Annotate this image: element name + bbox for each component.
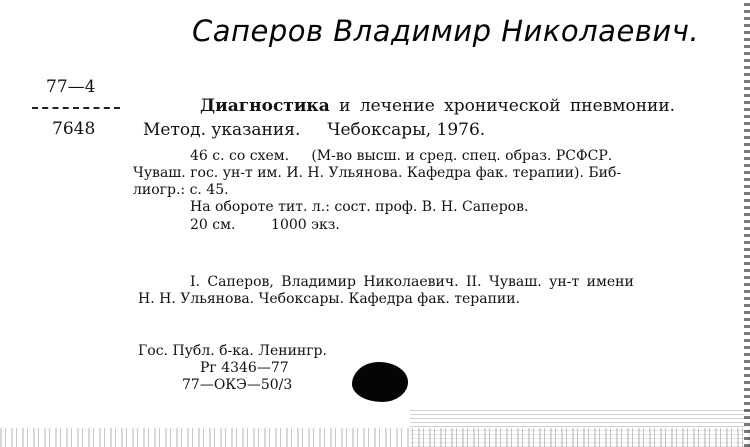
description-line-5: лиогр.: с. 45. bbox=[133, 182, 229, 198]
tracing-line-1: I. Саперов, Владимир Николаевич. II. Чуваш. ун-т имени bbox=[190, 274, 634, 290]
description-line-6: На обороте тит. л.: сост. проф. В. Н. Саперов. bbox=[190, 199, 529, 215]
library-name: Гос. Публ. б-ка. Ленингр. bbox=[138, 343, 327, 359]
description-line-7: 20 см. 1000 экз. bbox=[190, 217, 340, 233]
scan-edge-right bbox=[744, 0, 750, 447]
call-number-top: 77—4 bbox=[46, 77, 96, 97]
order-number-1: Рг 4346—77 bbox=[200, 360, 289, 376]
tracing-line-2: Н. Н. Ульянова. Чебоксары. Кафедра фак. терапии. bbox=[138, 291, 521, 307]
title-lead-word: Диагностика bbox=[200, 96, 330, 116]
description-line-2: Метод. указания. Чебоксары, 1976. bbox=[143, 120, 486, 140]
description-line-3: 46 с. со схем. (М-во высш. и сред. спец. образ. РСФСР. bbox=[190, 148, 613, 164]
order-number-2: 77—ОКЭ—50/3 bbox=[182, 377, 293, 393]
call-number-bottom: 7648 bbox=[52, 119, 96, 139]
scan-noise-bottom bbox=[0, 428, 750, 447]
title-line bbox=[200, 97, 675, 115]
ink-blot bbox=[352, 362, 408, 402]
call-number-separator bbox=[32, 107, 120, 109]
handwritten-author-name: Саперов Владимир Николаевич. bbox=[192, 14, 700, 48]
title-rest: и лечение хронической пневмонии. bbox=[329, 96, 676, 116]
description-line-4: Чуваш. гос. ун-т им. И. Н. Ульянова. Кафедра фак. терапии). Биб- bbox=[133, 165, 622, 181]
